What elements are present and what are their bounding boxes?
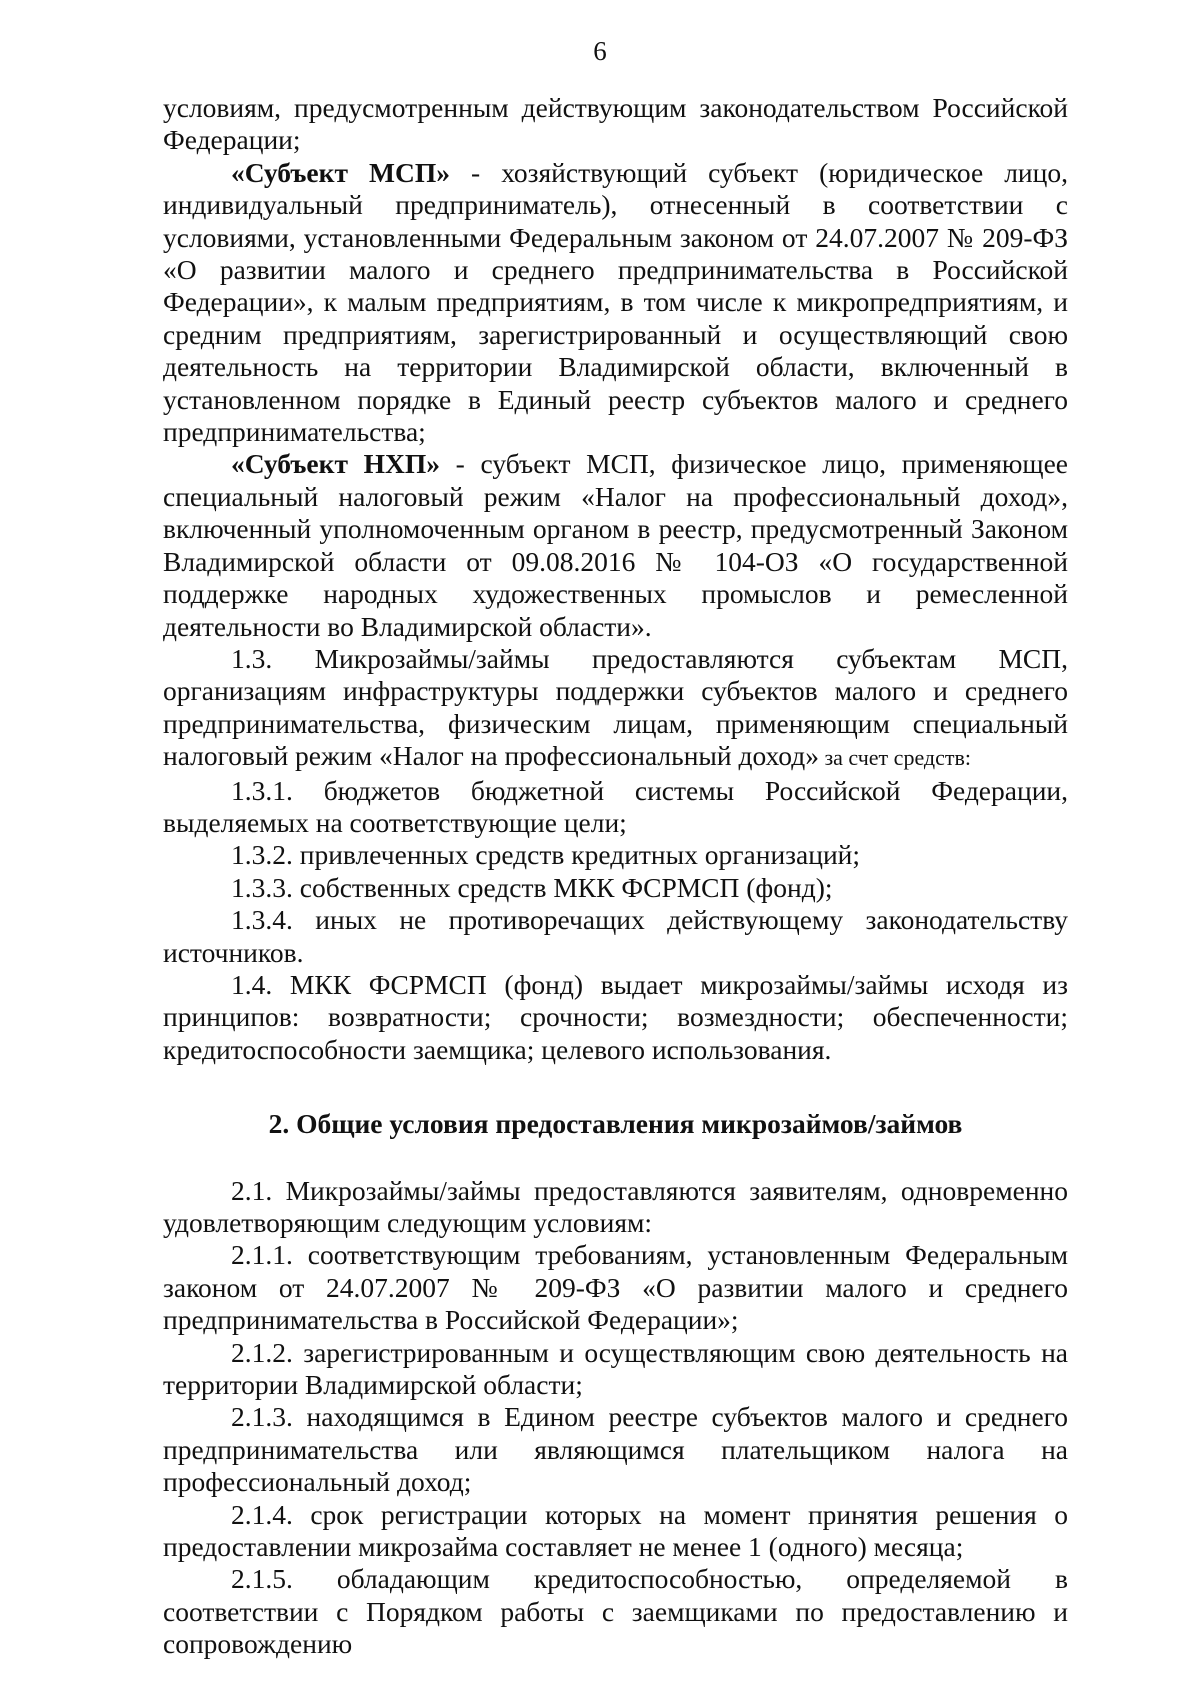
clause-1-4 (163, 969, 1068, 1066)
clause-1-3-1 (163, 775, 1068, 840)
clause-2-1-1 (163, 1239, 1068, 1336)
paragraph-text: 1.3.3. собственных средств МКК ФСРМСП (фонд); (231, 871, 833, 903)
paragraph-text: 2.1.3. находящимся в Едином реестре субъектов малого и среднего предпринимательства или являющимся плательщиком налога на профессиональный доход; (163, 1401, 1068, 1498)
definition-text: - хозяйствующий субъект (юридическое лицо, индивидуальный предприниматель), отнесенный в соответствии с условиями, установленными Федеральным законом от 24.07.2007 № 209-ФЗ «О развитии малого и среднего предпринимательства в Российской Федерации», к малым предприятиям, в том числе к микропредприятиям, и средним предприятиям, зарегистрированный и осуществляющий свою деятельность на территории Владимирской области, включенный в установленном порядке в Единый реестр субъектов малого и среднего предпринимательства; (163, 156, 1068, 448)
paragraph-text: 2.1.2. зарегистрированным и осуществляющим свою деятельность на территории Владимирской области; (163, 1336, 1068, 1401)
clause-2-1-5 (163, 1563, 1068, 1660)
term-nkhp: «Субъект НХП» (231, 448, 441, 480)
definition-text: - субъект МСП, физическое лицо, применяющее специальный налоговый режим «Налог на профессиональный доход», включенный уполномоченным органом в реестр, предусмотренный Законом Владимирской области от 09.08.2016 № 104-ОЗ «О государственной поддержке народных художественных промыслов и ремесленной деятельности во Владимирской области». (163, 448, 1068, 642)
clause-1-3-3 (163, 872, 1068, 904)
paragraph-text: 2.1.5. обладающим кредитоспособностью, определяемой в соответствии с Порядком работы с заемщиками по предоставлению и сопровождению (163, 1563, 1068, 1660)
clause-1-3 (163, 643, 1068, 775)
paragraph-text: 2.1.1. соответствующим требованиям, установленным Федеральным законом от 24.07.2007 № 209-ФЗ «О развитии малого и среднего предпринимательства в Российской Федерации»; (163, 1239, 1068, 1336)
section-heading: 2. Общие условия предоставления микрозаймов/займов (268, 1108, 963, 1140)
paragraph (163, 92, 1068, 157)
paragraph-text: 2.1.4. срок регистрации которых на момент принятия решения о предоставлении микрозайма составляет не менее 1 (одного) месяца; (163, 1498, 1068, 1563)
clause-2-1 (163, 1175, 1068, 1240)
page-number: 6 (593, 36, 607, 66)
definition-msp (163, 157, 1068, 449)
clause-2-1-4 (163, 1499, 1068, 1564)
paragraph-tail: за счет средств: (818, 745, 971, 771)
clause-1-3-2 (163, 839, 1068, 871)
paragraph-text: 1.3.2. привлеченных средств кредитных организаций; (231, 839, 861, 871)
paragraph-text: 1.3. Микрозаймы/займы предоставляются субъектам МСП, организациям инфраструктуры поддержки субъектов малого и среднего предпринимательства, физическим лицам, применяющим специальный налоговый режим «Налог на профессиональный доход» (163, 642, 1068, 772)
document-body (163, 92, 1068, 1661)
paragraph-text: 2.1. Микрозаймы/займы предоставляются заявителям, одновременно удовлетворяющим следующим условиям: (163, 1174, 1068, 1238)
term-msp: «Субъект МСП» (231, 156, 450, 188)
paragraph-text: 1.3.4. иных не противоречащих действующему законодательству источников. (163, 904, 1068, 968)
clause-1-3-4 (163, 904, 1068, 969)
clause-2-1-2 (163, 1337, 1068, 1402)
paragraph-text: 1.3.1. бюджетов бюджетной системы Российской Федерации, выделяемых на соответствующие цели; (163, 774, 1068, 838)
paragraph-text: условиям, предусмотренным действующим законодательством Российской Федерации; (163, 92, 1068, 156)
paragraph-text: 1.4. МКК ФСРМСП (фонд) выдает микрозаймы/займы исходя из принципов: возвратности; срочности; возмездности; обеспеченности; кредитоспособности заемщика; целевого использования. (163, 968, 1068, 1065)
clause-2-1-3 (163, 1401, 1068, 1498)
definition-nkhp (163, 448, 1068, 642)
